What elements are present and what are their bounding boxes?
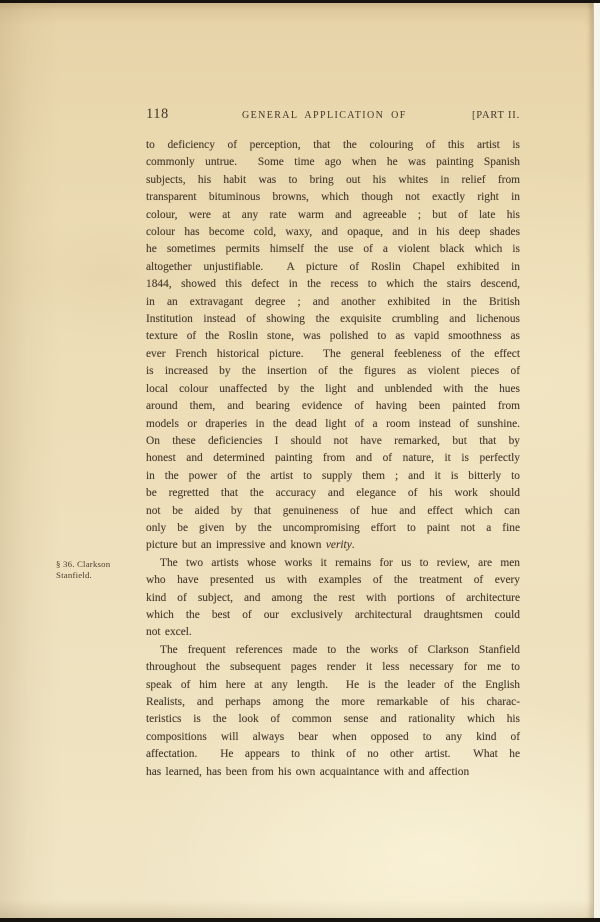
text-line: throughout the subsequent pages render it less necessary for me to <box>146 661 520 674</box>
text-line: transparent bituminous browns, which though not exactly right in <box>146 191 520 204</box>
text-line: compositions will always bear when opposed to any kind of <box>146 730 520 743</box>
text-line: colour, were at any rate warm and agreeable ; but of late his <box>146 208 520 221</box>
text-line: who have presented us with examples of the treatment of every <box>146 574 520 587</box>
text-line: speak of him here at any length. He is the leader of the English <box>146 678 520 691</box>
text-line: commonly untrue. Some time ago when he was painting Spanish <box>146 156 520 169</box>
text-line: 1844, showed this defect in the recess to which the stairs descend, <box>146 278 520 291</box>
text-line: not excel. <box>146 626 192 639</box>
text-line: teristics is the look of common sense and rationality which his <box>146 713 520 726</box>
text-line: picture but an impressive and known verity. <box>146 539 355 552</box>
body-text <box>146 137 520 781</box>
text-line: texture of the Roslin stone, was polished to as vapid smoothness as <box>146 330 520 343</box>
text-line: is increased by the insertion of the figures as violent pieces of <box>146 365 520 378</box>
scan-edge-bottom <box>0 918 600 922</box>
text-line: he sometimes permits himself the use of a violent black which is <box>146 243 520 256</box>
text-line: local colour unaffected by the light and unblended with the hues <box>146 382 520 395</box>
text-line: honest and determined painting from and of nature, it is perfectly <box>146 452 520 465</box>
text-line: in the power of the artist to supply them ; and it is bitterly to <box>146 469 520 482</box>
text-line: not be aided by that genuineness of hue and effect which can <box>146 504 520 517</box>
scan-edge-top <box>0 0 600 3</box>
text-line: Institution instead of showing the exquisite crumbling and lichenous <box>146 313 520 326</box>
margin-note-line: § 36. Clarkson <box>56 559 111 569</box>
text-line: On these deficiencies I should not have remarked, but that by <box>146 434 520 447</box>
text-line: kind of subject, and among the rest with portions of architecture <box>146 591 520 604</box>
text-line: colour has become cold, waxy, and opaque, and in his deep shades <box>146 226 520 239</box>
text-line: The frequent references made to the works of Clarkson Stanfield <box>160 643 520 656</box>
text-line: subjects, his habit was to bring out his whites in relief from <box>146 173 520 186</box>
text-line: altogether unjustifiable. A picture of Roslin Chapel exhibited in <box>146 260 520 273</box>
text-line: in an extravagant degree ; and another exhibited in the British <box>146 295 520 308</box>
scanner-bed-strip <box>593 0 600 922</box>
text-line: affectation. He appears to think of no other artist. What he <box>146 748 520 761</box>
text-line: be regretted that the accuracy and elegance of his work should <box>146 487 520 500</box>
text-line: to deficiency of perception, that the colouring of this artist is <box>146 139 520 151</box>
page-number: 118 <box>146 106 169 122</box>
part-label: [PART II. <box>472 110 520 121</box>
text-line: models or draperies in the dead light of a room instead of sunshine. <box>146 417 520 430</box>
text-line: The two artists whose works it remains for us to review, are men <box>160 556 520 569</box>
text-line: which the best of our exclusively architectural draughtsmen could <box>146 608 520 621</box>
text-line: ever French historical picture. The general feebleness of the effect <box>146 347 520 360</box>
page-header <box>146 106 520 126</box>
text-line: has learned, has been from his own acquaintance with and affection <box>146 765 470 778</box>
margin-note-line: Stanfield. <box>56 569 92 580</box>
text-line: around them, and bearing evidence of having been painted from <box>146 400 520 413</box>
text-line: Realists, and perhaps among the more remarkable of his charac- <box>146 696 520 708</box>
text-line: only be given by the uncompromising effort to paint not a fine <box>146 521 520 534</box>
margin-note <box>56 559 144 581</box>
running-title: GENERAL APPLICATION OF <box>241 110 407 121</box>
